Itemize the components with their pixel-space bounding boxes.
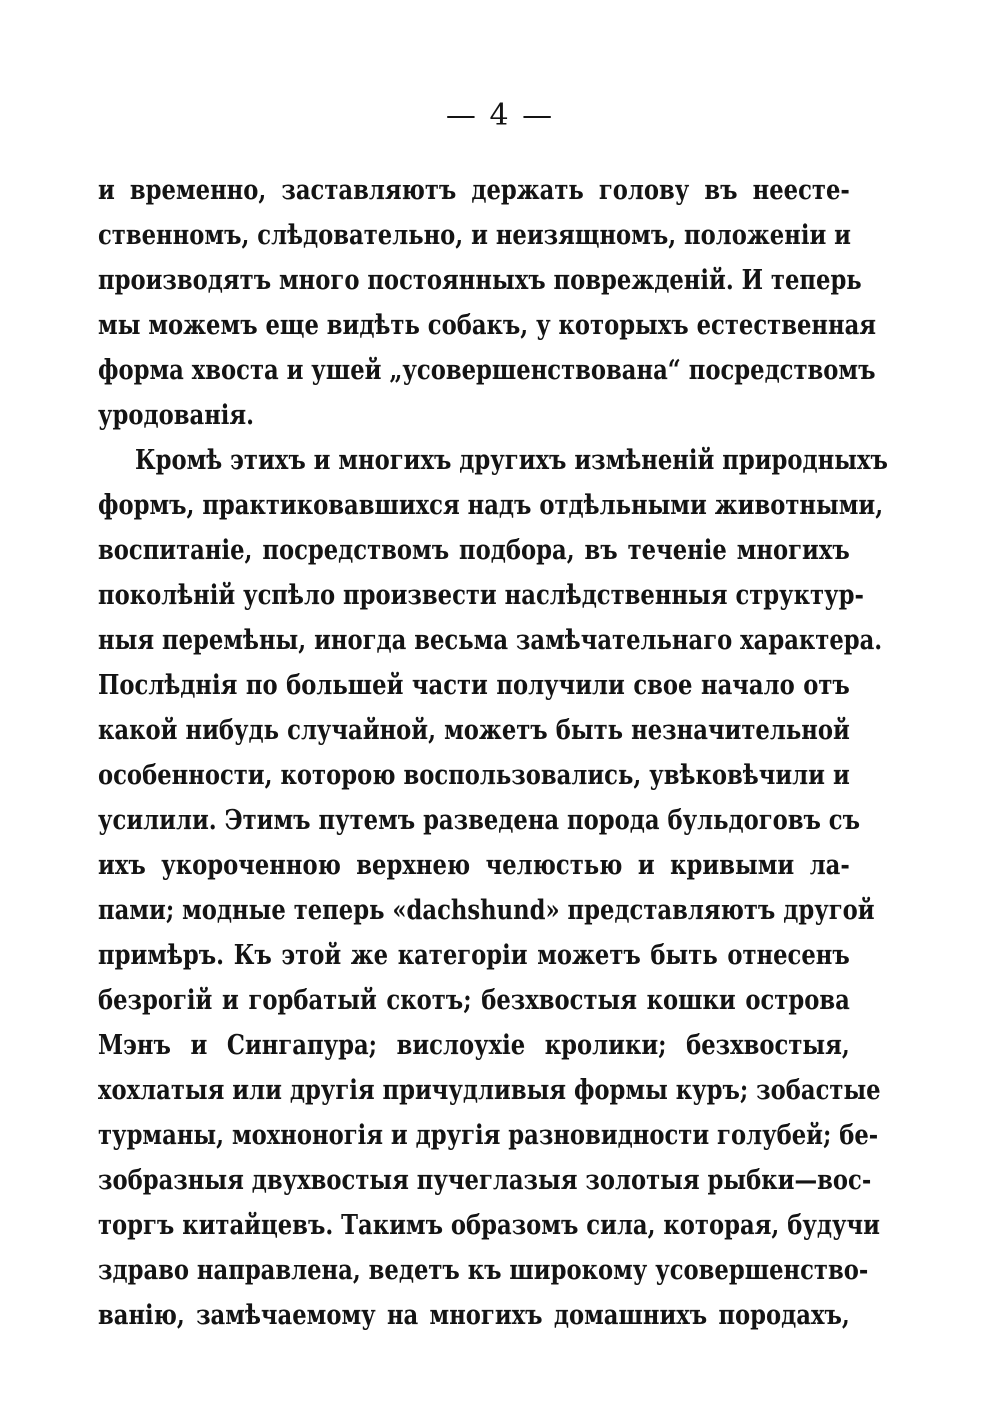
text-line: турманы, мохноногія и другія разновидности голубей; бе- bbox=[98, 1120, 879, 1151]
text-line: воспитаніе, посредствомъ подбора, въ теченіе многихъ bbox=[98, 535, 850, 566]
text-line: и временно, заставляютъ держать голову въ неесте- bbox=[98, 175, 850, 206]
body-text bbox=[98, 168, 888, 1338]
text-line: какой нибудь случайной, можетъ быть незначительной bbox=[98, 715, 850, 746]
paragraph-first-line: Кромѣ этихъ и многихъ другихъ измѣненій природныхъ bbox=[134, 445, 888, 476]
text-line: ныя перемѣны, иногда весьма замѣчательнаго характера. bbox=[98, 625, 883, 656]
text-line: безрогій и горбатый скотъ; безхвостыя кошки острова bbox=[98, 985, 850, 1016]
text-line: форма хвоста и ушей „усовершенствована“ посредствомъ bbox=[98, 355, 876, 386]
text-line: ихъ укороченною верхнею челюстью и кривыми ла- bbox=[98, 850, 850, 881]
text-line: зобразныя двухвостыя пучеглазыя золотыя рыбки—вос- bbox=[98, 1165, 872, 1196]
text-line: формъ, практиковавшихся надъ отдѣльными животными, bbox=[98, 490, 884, 521]
text-line: Мэнъ и Сингапура; вислоухіе кролики; безхвостыя, bbox=[98, 1030, 850, 1061]
text-line: Послѣднія по большей части получили свое начало отъ bbox=[98, 670, 850, 701]
text-line: производятъ много постоянныхъ поврежденій. И теперь bbox=[98, 265, 862, 296]
page-number: — 4 — bbox=[445, 98, 555, 133]
text-line: мы можемъ еще видѣть собакъ, у которыхъ естественная bbox=[98, 310, 877, 341]
text-line: торгъ китайцевъ. Такимъ образомъ сила, которая, будучи bbox=[98, 1210, 880, 1241]
text-line: поколѣній успѣло произвести наслѣдственныя структур- bbox=[98, 580, 864, 611]
text-line: здраво направлена, ведетъ къ широкому усовершенство- bbox=[98, 1255, 869, 1286]
text-line: пами; модные теперь «dachshund» представляютъ другой bbox=[98, 895, 875, 926]
text-line: примѣръ. Къ этой же категоріи можетъ быть отнесенъ bbox=[98, 940, 850, 971]
paragraph-last-line: уродованія. bbox=[98, 400, 255, 431]
text-line: хохлатыя или другія причудливыя формы куръ; зобастые bbox=[98, 1075, 881, 1106]
text-line: усилили. Этимъ путемъ разведена порода бульдоговъ съ bbox=[98, 805, 861, 836]
text-line: особенности, которою воспользовались, увѣковѣчили и bbox=[98, 760, 850, 791]
text-line: ственномъ, слѣдовательно, и неизящномъ, положеніи и bbox=[98, 220, 851, 251]
text-line: ванію, замѣчаемому на многихъ домашнихъ породахъ, bbox=[98, 1300, 850, 1331]
